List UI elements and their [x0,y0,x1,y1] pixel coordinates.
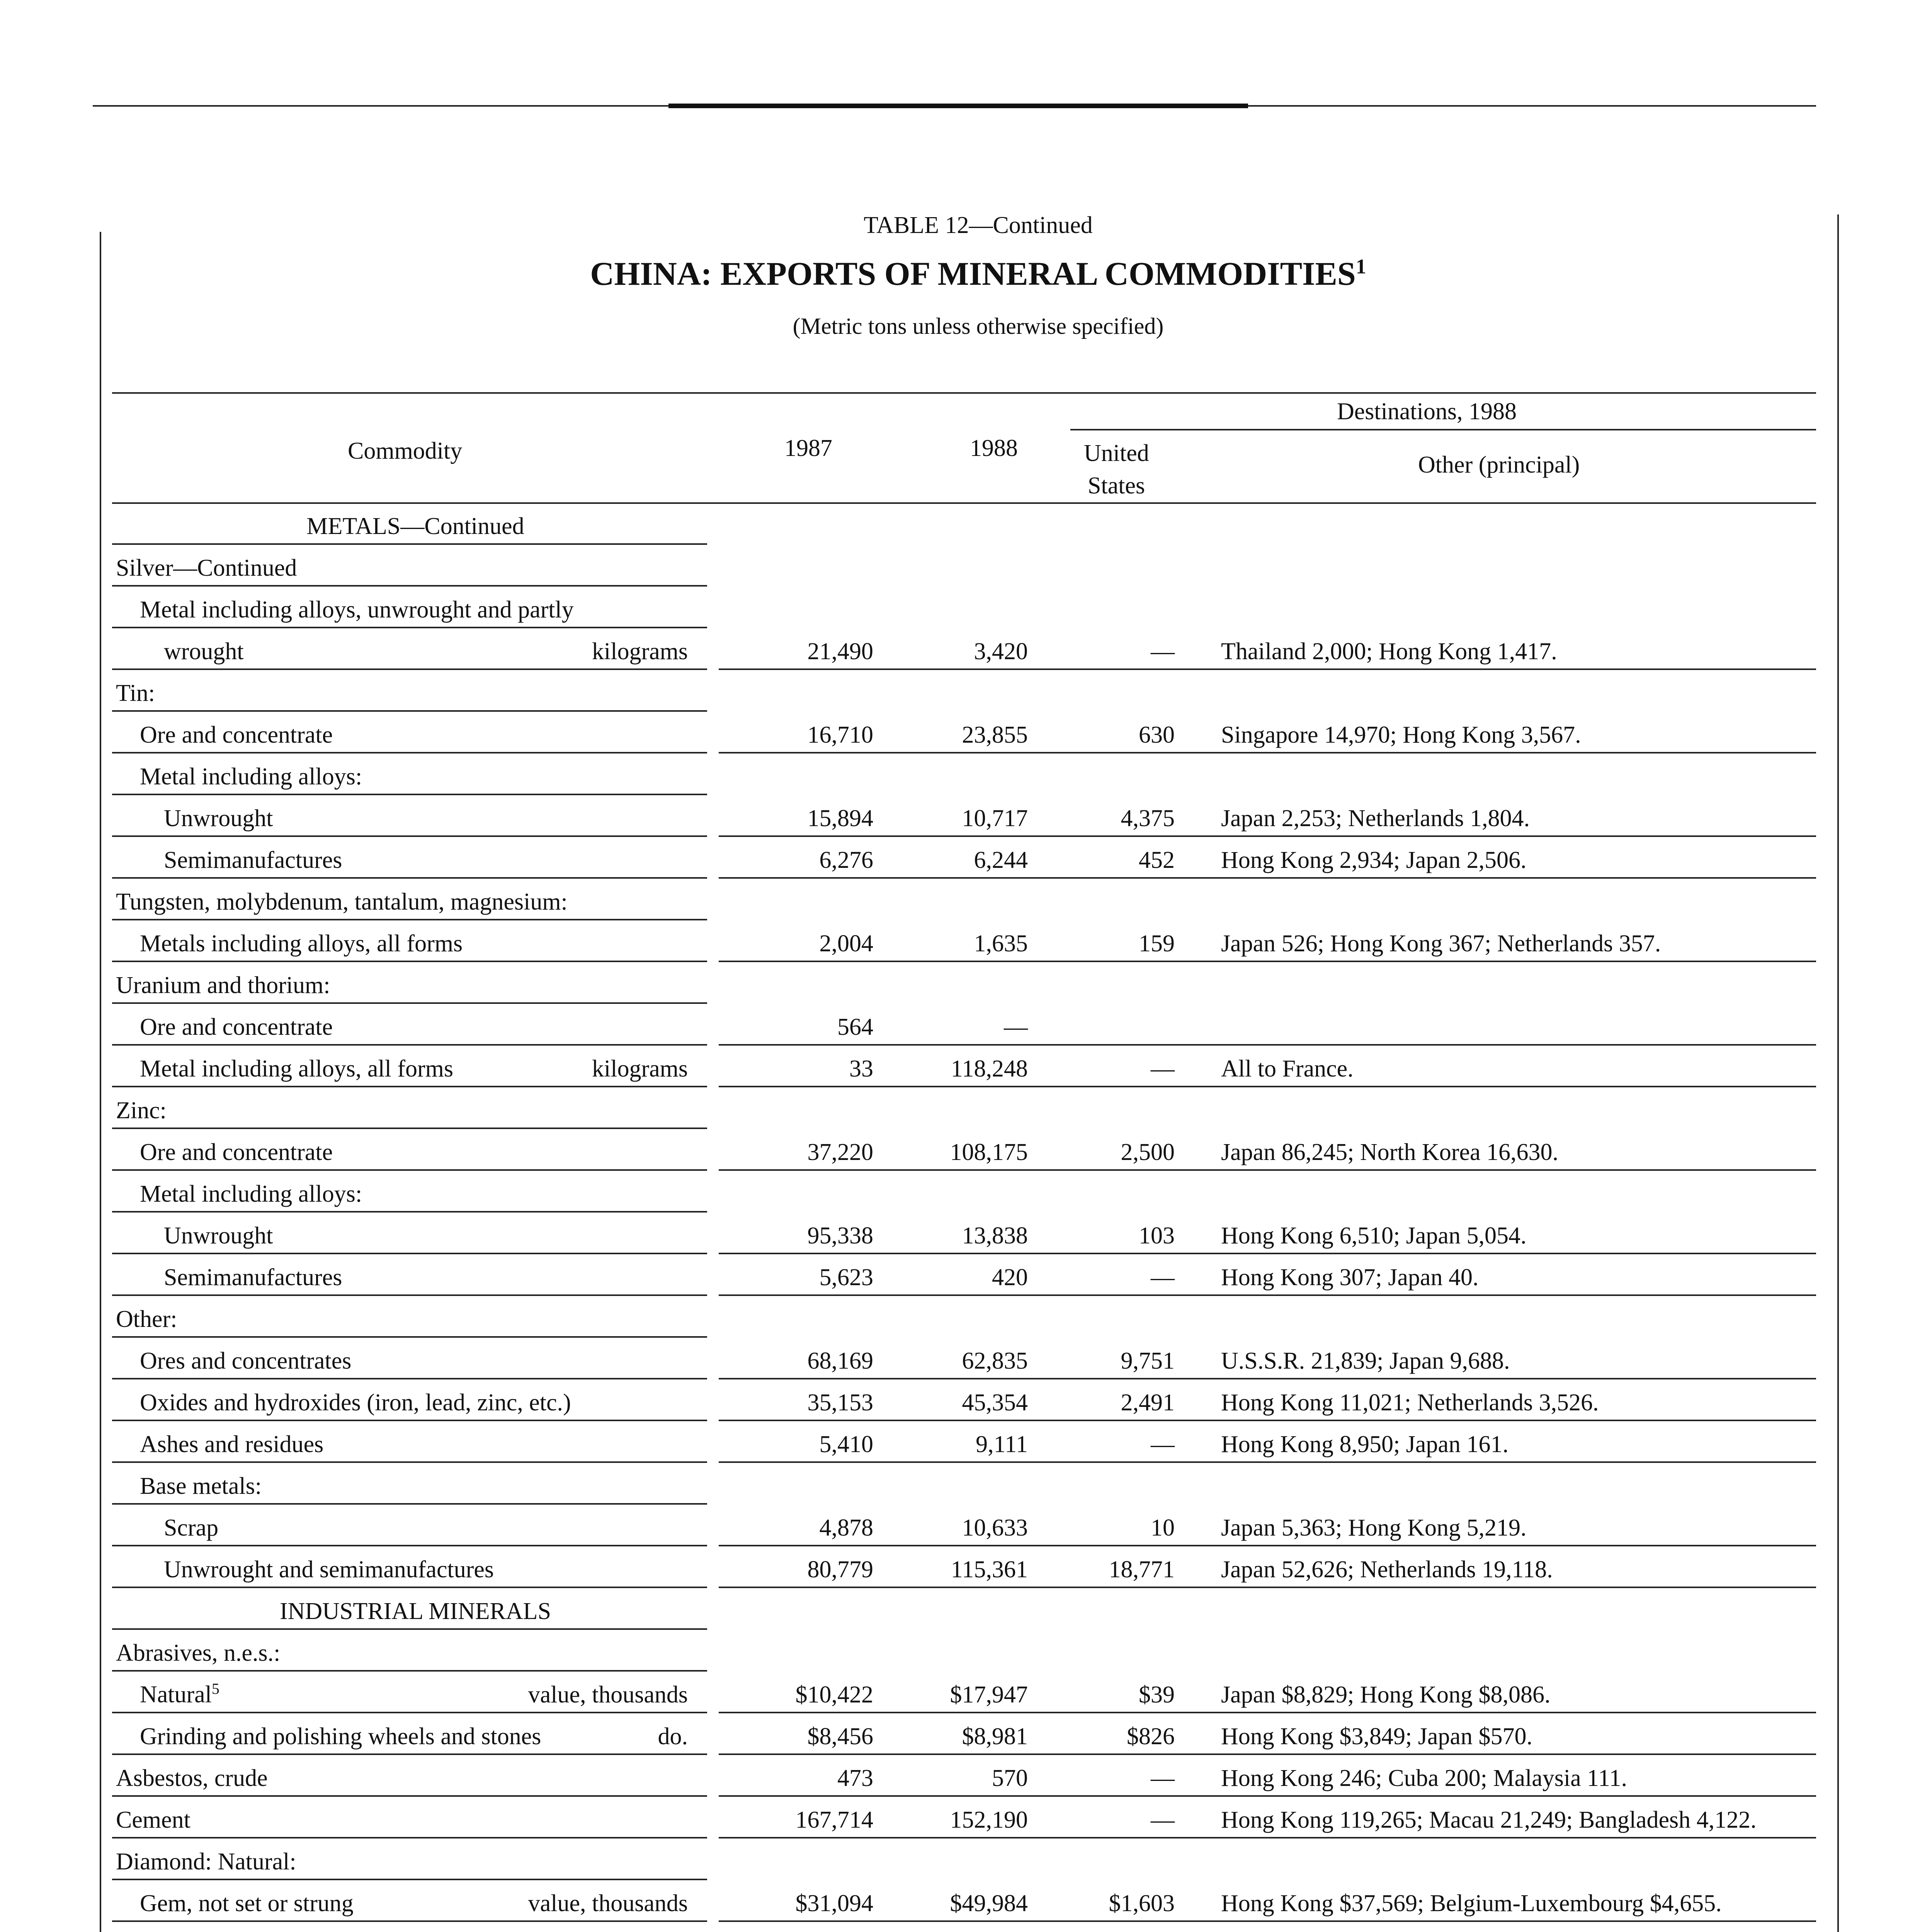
table-row [0,1337,1932,1379]
row-label-text: METALS—Continued [306,513,524,539]
value-united-states: 18,771 [1109,1556,1175,1583]
row-label-text: Asbestos, crude [116,1765,268,1791]
row-label-text: INDUSTRIAL MINERALS [279,1598,551,1624]
value-other-destinations: Japan 2,253; Netherlands 1,804. [1221,805,1530,832]
row-label-text: Ashes and residues [140,1431,324,1458]
group-row [0,753,1932,795]
table-row [0,628,1932,670]
table-row [0,1713,1932,1755]
row-label [140,1723,688,1750]
row-label-text: Unwrought [164,1223,273,1249]
value-other-destinations: Hong Kong $3,849; Japan $570. [1221,1723,1532,1750]
value-1988: 152,190 [950,1807,1028,1833]
value-1988: $17,947 [950,1682,1028,1708]
row-label [140,763,688,791]
row-label [140,1180,688,1208]
table-caption: TABLE 12—Continued [864,212,1093,238]
row-label [140,1890,688,1917]
value-united-states: 630 [1139,722,1175,748]
row-label-text: Oxides and hydroxides (iron, lead, zinc, etc.) [140,1389,571,1416]
table-row [0,1921,1932,1932]
row-label [116,554,688,582]
row-label-text: Metal including alloys, all forms [140,1056,454,1082]
row-label [140,1014,688,1041]
group-row [0,1170,1932,1213]
value-1988: 115,361 [951,1556,1028,1583]
footnote-marker: 5 [211,1680,219,1698]
value-united-states: — [1151,638,1175,665]
row-label-text: Scrap [164,1515,219,1541]
value-1988: 10,633 [962,1515,1028,1541]
row-label [140,1473,688,1500]
table-row [0,1379,1932,1421]
value-1987: 33 [849,1056,873,1082]
table-row [0,920,1932,962]
row-label [116,1806,688,1834]
group-row [0,1087,1932,1129]
value-other-destinations: Hong Kong 2,934; Japan 2,506. [1221,847,1527,873]
row-unit: do. [658,1723,688,1750]
value-other-destinations: Hong Kong 6,510; Japan 5,054. [1221,1223,1527,1249]
row-label [116,680,688,707]
row-unit: value, thousands [528,1890,688,1917]
group-row [0,1295,1932,1338]
table-row [0,1754,1932,1797]
header-commodity: Commodity [348,438,463,464]
section-row [0,502,1932,545]
row-label-text: Unwrought and semimanufactures [164,1556,494,1583]
value-united-states: 10 [1151,1515,1175,1541]
table-row [0,1212,1932,1254]
value-united-states: 2,500 [1121,1139,1175,1165]
value-1987: 21,490 [807,638,873,665]
row-label [116,1598,715,1625]
row-label-text: Ores and concentrates [140,1348,352,1374]
row-unit: kilograms [592,1056,688,1082]
value-united-states: — [1151,1056,1175,1082]
header-other-principal: Other (principal) [1418,452,1580,478]
value-1988: 13,838 [962,1223,1028,1249]
value-1988: — [1004,1014,1028,1040]
row-label-text: Metal including alloys, unwrought and partly [140,597,574,623]
value-united-states: — [1151,1264,1175,1291]
row-label [140,1139,688,1166]
value-1988: 62,835 [962,1348,1028,1374]
value-other-destinations: Thailand 2,000; Hong Kong 1,417. [1221,638,1557,665]
value-1988: 108,175 [950,1139,1028,1165]
row-label [116,972,688,999]
value-other-destinations: Hong Kong $37,569; Belgium-Luxembourg $4,655. [1221,1890,1722,1917]
value-1987: 2,004 [819,930,873,957]
group-row [0,878,1932,920]
row-label [140,1431,688,1458]
value-other-destinations: Hong Kong 246; Cuba 200; Malaysia 111. [1221,1765,1628,1791]
value-1987: 167,714 [795,1807,873,1833]
value-united-states: 103 [1139,1223,1175,1249]
group-row [0,961,1932,1004]
header-1988: 1988 [970,435,1018,461]
row-label-text: Other: [116,1306,177,1332]
row-label [140,721,688,749]
row-label [116,1639,688,1667]
value-1987: 5,623 [819,1264,873,1291]
header-united: United [1084,440,1149,466]
value-other-destinations: Hong Kong 11,021; Netherlands 3,526. [1221,1389,1599,1416]
value-1988: $8,981 [962,1723,1028,1750]
value-1987: 15,894 [807,805,873,832]
table-row [0,1003,1932,1046]
value-1988: 6,244 [974,847,1028,873]
row-label [116,1306,688,1333]
row-label-text: Diamond: Natural: [116,1849,296,1875]
row-label-text: Metal including alloys: [140,764,362,790]
row-label-text: Uranium and thorium: [116,972,330,998]
row-label-text: Semimanufactures [164,1264,342,1291]
row-label-text: Silver—Continued [116,555,297,581]
row-label-text: Metal including alloys: [140,1181,362,1207]
row-label-text: Gem, not set or strung [140,1890,354,1917]
row-label [164,1514,688,1542]
header-1987: 1987 [784,435,832,461]
row-label [116,1848,688,1876]
row-label [164,1264,688,1291]
row-label [164,847,688,874]
table-title-text: CHINA: EXPORTS OF MINERAL COMMODITIES [590,255,1356,292]
value-1988: 45,354 [962,1389,1028,1416]
row-label-text: Metals including alloys, all forms [140,930,463,957]
row-label-text: Natural [140,1682,212,1708]
value-united-states: 2,491 [1121,1389,1175,1416]
row-label-text: Ore and concentrate [140,722,333,748]
row-label [140,930,688,957]
row-label [164,638,688,665]
value-united-states: 4,375 [1121,805,1175,832]
header-destinations: Destinations, 1988 [1337,398,1517,425]
row-label-text: Tin: [116,680,155,706]
value-1987: 37,220 [807,1139,873,1165]
value-1987: 564 [837,1014,873,1040]
row-label-text: Tungsten, molybdenum, tantalum, magnesium: [116,889,568,915]
row-label [140,1680,688,1709]
value-1987: 16,710 [807,722,873,748]
row-label-text: Base metals: [140,1473,262,1499]
group-row [0,544,1932,587]
row-label [140,596,688,624]
value-1988: 9,111 [976,1431,1028,1458]
table-row [0,1879,1932,1922]
header-states: States [1088,473,1145,499]
value-1987: 80,779 [807,1556,873,1583]
value-1987: $8,456 [807,1723,873,1750]
value-united-states: 159 [1139,930,1175,957]
row-label [164,1556,688,1583]
value-1987: 4,878 [819,1515,873,1541]
section-row [0,1587,1932,1630]
value-other-destinations: Hong Kong 119,265; Macau 21,249; Bangladesh 4,122. [1221,1807,1757,1833]
row-unit: value, thousands [528,1682,688,1708]
row-label [164,805,688,832]
row-label-text: wrought [164,638,244,665]
table-row [0,836,1932,879]
row-label-text: Grinding and polishing wheels and stones [140,1723,541,1750]
value-other-destinations: Japan 52,626; Netherlands 19,118. [1221,1556,1553,1583]
value-1988: 118,248 [951,1056,1028,1082]
table-row [0,794,1932,837]
row-label [140,1389,688,1417]
row-label [116,1765,688,1792]
value-1987: 5,410 [819,1431,873,1458]
value-1987: 68,169 [807,1348,873,1374]
table-row [0,1671,1932,1713]
table-row [0,1546,1932,1588]
row-label [116,513,715,540]
table-row [0,711,1932,753]
value-1987: $31,094 [795,1890,873,1917]
value-united-states: $39 [1139,1682,1175,1708]
value-united-states: — [1151,1765,1175,1791]
table-row [0,1128,1932,1171]
group-row [0,1838,1932,1880]
row-label-text: Ore and concentrate [140,1014,333,1040]
row-label-text: Unwrought [164,805,273,832]
group-row [0,669,1932,712]
value-1988: 570 [992,1765,1028,1791]
table-row [0,1796,1932,1838]
row-label-text: Ore and concentrate [140,1139,333,1165]
value-united-states: — [1151,1807,1175,1833]
value-1987: $10,422 [795,1682,873,1708]
row-label [140,1347,688,1375]
value-1988: 1,635 [974,930,1028,957]
value-united-states: $1,603 [1109,1890,1175,1917]
row-label [116,888,688,916]
value-other-destinations: Japan 86,245; North Korea 16,630. [1221,1139,1558,1165]
group-row [0,1629,1932,1672]
table-row [0,1504,1932,1546]
value-united-states: — [1151,1431,1175,1458]
value-other-destinations: Hong Kong 307; Japan 40. [1221,1264,1479,1291]
row-label-text: Zinc: [116,1097,167,1124]
row-label [140,1055,688,1083]
table-row [0,1045,1932,1087]
value-other-destinations: Hong Kong 8,950; Japan 161. [1221,1431,1509,1458]
value-other-destinations: Japan 5,363; Hong Kong 5,219. [1221,1515,1527,1541]
value-1988: $49,984 [950,1890,1028,1917]
value-other-destinations: U.S.S.R. 21,839; Japan 9,688. [1221,1348,1510,1374]
value-other-destinations: Japan 526; Hong Kong 367; Netherlands 357. [1221,930,1661,957]
row-label [164,1222,688,1250]
value-united-states: 452 [1139,847,1175,873]
row-unit: kilograms [592,638,688,665]
value-1987: 95,338 [807,1223,873,1249]
row-label [116,1097,688,1124]
value-1988: 10,717 [962,805,1028,832]
title-footnote-marker: 1 [1355,255,1366,278]
value-united-states: $826 [1127,1723,1175,1750]
group-row [0,1462,1932,1505]
value-united-states: 9,751 [1121,1348,1175,1374]
group-row [0,586,1932,628]
value-other-destinations: Japan $8,829; Hong Kong $8,086. [1221,1682,1551,1708]
value-1987: 35,153 [807,1389,873,1416]
value-other-destinations: All to France. [1221,1056,1354,1082]
table-row [0,1420,1932,1463]
value-1987: 473 [837,1765,873,1791]
value-other-destinations: Singapore 14,970; Hong Kong 3,567. [1221,722,1581,748]
value-1987: 6,276 [819,847,873,873]
value-1988: 3,420 [974,638,1028,665]
row-label-text: Cement [116,1807,190,1833]
row-label-text: Abrasives, n.e.s.: [116,1640,281,1666]
value-1988: 23,855 [962,722,1028,748]
table-row [0,1253,1932,1296]
row-label-text: Semimanufactures [164,847,342,873]
value-1988: 420 [992,1264,1028,1291]
table-subtitle: (Metric tons unless otherwise specified) [793,313,1164,339]
